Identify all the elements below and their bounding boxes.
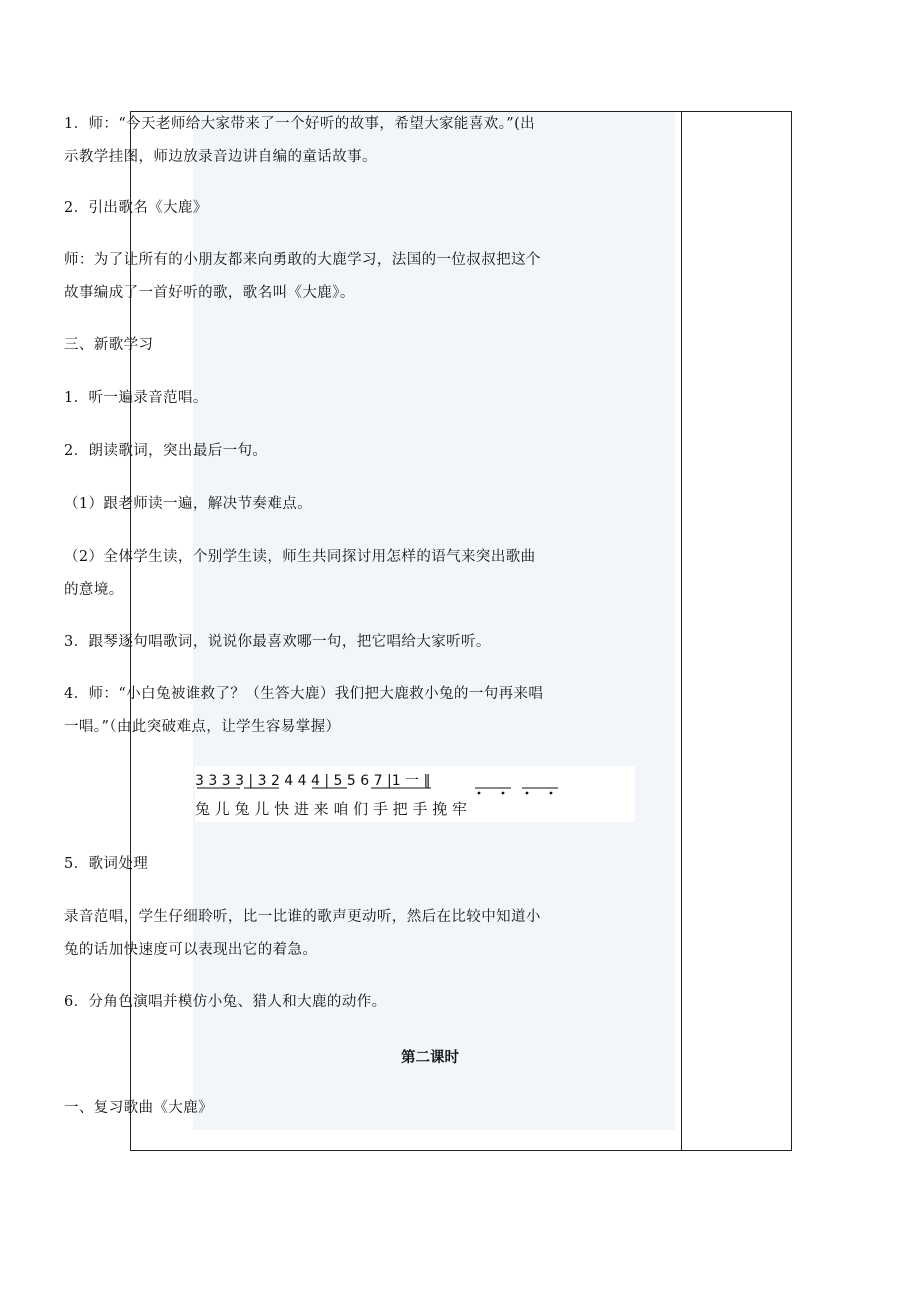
paragraph-story-intro: 1．师：“今天老师给大家带来了一个好听的故事，希望大家能喜欢。”(出示教学挂图，师边放录音边讲自编的童话故事。 bbox=[64, 116, 536, 165]
step-role-play: 6．分角色演唱并模仿小兔、猎人和大鹿的动作。 bbox=[64, 994, 387, 1010]
music-notation bbox=[195, 766, 635, 822]
step-read-lyrics: 2．朗读歌词，突出最后一句。 bbox=[64, 443, 268, 459]
column-divider bbox=[681, 112, 682, 1150]
paragraph-song-title: 2．引出歌名《大鹿》 bbox=[64, 200, 208, 216]
step-listen: 1．听一遍录音范唱。 bbox=[64, 390, 208, 406]
step-sing-with-piano: 3．跟琴逐句唱歌词，说说你最喜欢哪一句，把它唱给大家听听。 bbox=[64, 634, 491, 650]
lesson2-title: 第二课时 bbox=[401, 1050, 459, 1066]
substep-read-with-teacher: （1）跟老师读一遍，解决节奏难点。 bbox=[64, 496, 313, 512]
section-new-song: 三、新歌学习 bbox=[64, 337, 154, 353]
step-lyrics-processing: 5．歌词处理 bbox=[64, 856, 149, 872]
notation-notes: 3 3 3 3 | 3 2 4 4 4 | 5 5 6 7 |1 一 ‖ bbox=[195, 773, 431, 789]
paragraph-recording-compare: 录音范唱，学生仔细聆听，比一比谁的歌声更动听，然后在比较中知道小兔的话加快速度可以表现出它的着急。 bbox=[64, 909, 541, 958]
notation-lyrics: 兔 儿 兔 儿 快 进 来 咱 们 手 把 手 挽 牢 bbox=[195, 800, 467, 818]
notation-underlines bbox=[195, 766, 635, 796]
substep-group-reading: （2）全体学生读，个别学生读，师生共同探讨用怎样的语气来突出歌曲的意境。 bbox=[64, 549, 536, 598]
paragraph-teacher-speech: 师：为了让所有的小朋友都来向勇敢的大鹿学习，法国的一位叔叔把这个故事编成了一首好听的歌，歌名叫《大鹿》。 bbox=[64, 252, 541, 301]
step-rescue-line: 4．师：“小白兔被谁救了？（生答大鹿）我们把大鹿救小兔的一句再来唱一唱。”（由此突破难点，让学生容易掌握） bbox=[64, 686, 544, 735]
lesson2-review: 一、复习歌曲《大鹿》 bbox=[64, 1100, 213, 1116]
